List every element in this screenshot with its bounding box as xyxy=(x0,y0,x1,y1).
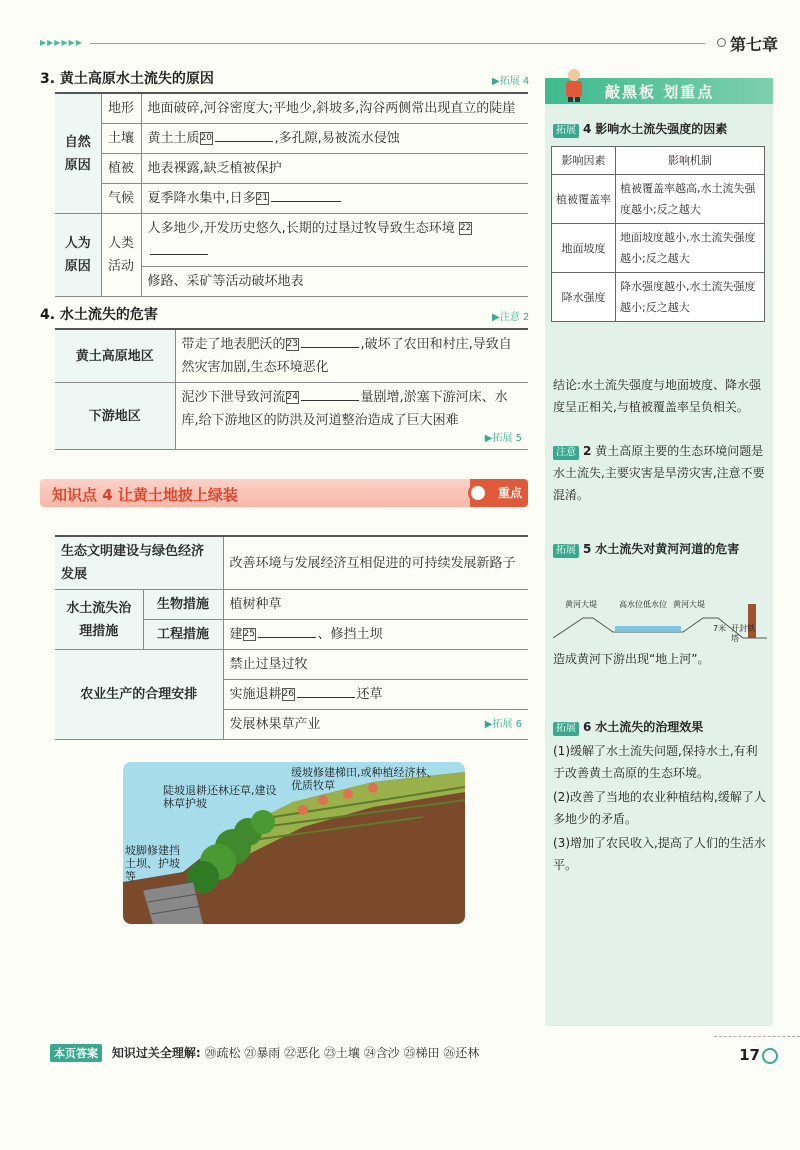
region-label: 下游地区 xyxy=(55,383,175,450)
ext-tag: 拓展 xyxy=(553,124,579,138)
table-header-row xyxy=(552,147,765,175)
target-icon xyxy=(468,483,488,503)
ext6-point-1: (1)缓解了水土流失问题,保持水土,有利于改善黄土高原的生态环境。 xyxy=(553,744,758,780)
ext6-point-2: (2)改善了当地的农业种植结构,缓解了人多地少的矛盾。 xyxy=(553,790,766,826)
sub-label: 生物措施 xyxy=(143,590,223,620)
illustration-label-foot: 坡脚修建挡土坝、护坡等 xyxy=(125,844,180,883)
blank-number: 21 xyxy=(256,193,269,203)
illustration-label-steep: 陡坡退耕还林还草,建设林草护坡 xyxy=(163,784,277,810)
teacher-icon xyxy=(559,68,589,102)
answer-blank[interactable] xyxy=(271,201,341,202)
table-row xyxy=(55,124,528,154)
factor-cell: 土壤 xyxy=(101,124,141,154)
blank-number: 22 xyxy=(459,223,472,233)
ext6-point-3: (3)增加了农民收入,提高了人们的生活水平。 xyxy=(553,836,766,872)
section-4-title: 4. 水土流失的危害 xyxy=(40,307,158,323)
row-label: 农业生产的合理安排 xyxy=(55,650,223,740)
header-rule xyxy=(90,43,705,44)
diagram-label-middle: 高水位低水位 xyxy=(619,600,667,609)
table-row xyxy=(55,214,528,267)
board-header xyxy=(545,78,773,104)
table-row xyxy=(55,650,528,680)
factors-table xyxy=(551,146,765,322)
ext5-heading: 拓展 5 水土流失对黄河河道的危害 xyxy=(553,538,767,560)
answer-blank[interactable] xyxy=(301,347,359,348)
factor-cell: 植被 xyxy=(101,154,141,184)
key-point-badge: 重点 xyxy=(470,479,528,507)
conclusion-text: 结论:水土流失强度与地面坡度、降水强度呈正相关,与植被覆盖率呈负相关。 xyxy=(553,378,762,414)
mechanism-cell: 人多地少,开发历史悠久,长期的过垦过牧导致生态环境 22 xyxy=(141,214,528,267)
col-header: 影响因素 xyxy=(552,147,616,175)
region-label: 黄土高原地区 xyxy=(55,329,175,383)
key-points-sidebar xyxy=(545,78,773,1026)
factor-cell: 地面坡度 xyxy=(552,224,616,273)
section-4-ref2-link[interactable]: ▶拓展 5 xyxy=(484,433,522,444)
table-row xyxy=(55,383,528,450)
mechanism-cell: 地面破碎,河谷密度大;平地少,斜坡多,沟谷两侧常出现直立的陡崖 xyxy=(141,93,528,124)
answer-blank[interactable] xyxy=(215,141,273,142)
ext6-heading: 拓展 6 水土流失的治理效果 xyxy=(553,716,767,738)
table-row xyxy=(552,224,765,273)
knowledge-point-bar xyxy=(40,479,528,507)
table-row xyxy=(55,536,528,590)
mechanism-cell: 夏季降水集中,日多21 xyxy=(141,184,528,214)
table-row xyxy=(55,329,528,383)
ext4-heading: 拓展 4 影响水土流失强度的因素 xyxy=(553,118,727,140)
note-tag: 注意 xyxy=(553,446,579,460)
mechanism-cell: 黄土土质20 ,多孔隙,易被流水侵蚀 xyxy=(141,124,528,154)
page-circle-icon xyxy=(762,1048,778,1064)
diagram-label-right: 黄河大堤 xyxy=(673,600,705,609)
factor-cell: 气候 xyxy=(101,184,141,214)
hazard-cell: 泥沙下泄导致河流24 量剧增,淤塞下游河床、水库,给下游地区的防洪及河道整治造成了巨大困难 ▶拓展 5 xyxy=(175,383,528,450)
board-title: 敲黑板 划重点 xyxy=(605,83,715,101)
section-4-ref-link[interactable]: ▶注意 2 xyxy=(492,312,530,323)
row-label: 水土流失治理措施 xyxy=(55,590,143,650)
mechanism-cell: 地面坡度越小,水土流失强度越小;反之越大 xyxy=(616,224,765,273)
content-cell: 实施退耕26 还草 xyxy=(223,680,528,710)
kp4-ref-link[interactable]: ▶拓展 6 xyxy=(484,719,522,730)
mechanism-cell: 修路、采矿等活动破坏地表 xyxy=(141,267,528,297)
content-cell: 发展林果草产业 ▶拓展 6 xyxy=(223,710,528,740)
table-row xyxy=(55,93,528,124)
table-row xyxy=(552,175,765,224)
ext-tag: 拓展 xyxy=(553,544,579,558)
mechanism-cell: 植被覆盖率越高,水土流失强度越小;反之越大 xyxy=(616,175,765,224)
answer-list: ⑳疏松 ㉑暴雨 ㉒恶化 ㉓土壤 ㉔含沙 ㉕梯田 ㉖还林 xyxy=(204,1046,480,1060)
header-dots: ▶▶▶▶▶▶ xyxy=(40,38,83,47)
blank-number: 23 xyxy=(286,339,298,349)
note2-block: 注意 2 黄土高原主要的生态环境问题是水土流失,主要灾害是旱涝灾害,注意不要混淆。 xyxy=(553,444,765,502)
terrace-illustration xyxy=(123,762,465,924)
blank-number: 20 xyxy=(200,133,212,143)
answer-tag: 本页答案 xyxy=(50,1044,102,1062)
header-circle-icon xyxy=(717,38,726,47)
mechanism-cell: 降水强度越小,水土流失强度越小;反之越大 xyxy=(616,273,765,322)
answer-blank[interactable] xyxy=(150,254,208,255)
hazard-cell: 带走了地表肥沃的23 ,破坏了农田和村庄,导致自然灾害加剧,生态环境恶化 xyxy=(175,329,528,383)
answer-blank[interactable] xyxy=(258,637,316,638)
answer-label: 知识过关全理解: xyxy=(111,1046,201,1060)
answer-blank[interactable] xyxy=(297,697,355,698)
table-row xyxy=(55,590,528,620)
chapter-title: 第七章 xyxy=(729,35,778,54)
factor-cell: 地形 xyxy=(101,93,141,124)
diagram-label-left: 黄河大堤 xyxy=(565,600,597,609)
table-row xyxy=(552,273,765,322)
content-cell: 改善环境与发展经济互相促进的可持续发展新路子 xyxy=(223,536,528,590)
content-cell: 建25 、修挡土坝 xyxy=(223,620,528,650)
page-number: 17 xyxy=(739,1046,760,1064)
sub-label: 工程措施 xyxy=(143,620,223,650)
answer-bar xyxy=(50,1044,479,1062)
content-cell: 禁止过垦过牧 xyxy=(223,650,528,680)
mechanism-cell: 地表裸露,缺乏植被保护 xyxy=(141,154,528,184)
group-human: 人为原因 xyxy=(55,214,101,297)
hazards-table xyxy=(55,328,528,450)
table-row xyxy=(55,184,528,214)
blank-number: 25 xyxy=(243,629,255,639)
diagram-label-depth: 7米 xyxy=(713,624,727,633)
table-row xyxy=(55,154,528,184)
measures-table xyxy=(55,535,528,740)
blank-number: 24 xyxy=(286,392,298,402)
group-natural: 自然原因 xyxy=(55,93,101,214)
blank-number: 26 xyxy=(282,689,294,699)
factor-cell: 植被覆盖率 xyxy=(552,175,616,224)
illustration-label-gentle: 缓坡修建梯田,或种植经济林、优质牧草 xyxy=(291,766,438,792)
ext-tag: 拓展 xyxy=(553,722,579,736)
answer-blank[interactable] xyxy=(301,400,359,401)
factor-cell: 降水强度 xyxy=(552,273,616,322)
col-header: 影响机制 xyxy=(616,147,765,175)
footer-dash-line xyxy=(714,1036,800,1037)
content-cell: 植树种草 xyxy=(223,590,528,620)
knowledge-point-title: 知识点 4 让黄土地披上绿装 xyxy=(52,486,238,504)
row-label: 生态文明建设与绿色经济发展 xyxy=(55,536,223,590)
section-3-ref-link[interactable]: ▶拓展 4 xyxy=(492,76,530,87)
ext5-text: 造成黄河下游出现“地上河”。 xyxy=(553,652,710,666)
section-3-title: 3. 黄土高原水土流失的原因 xyxy=(40,71,214,87)
diagram-label-tower: 开封铁塔 xyxy=(731,624,755,643)
factor-cell: 人类活动 xyxy=(101,214,141,297)
causes-table xyxy=(55,92,528,297)
